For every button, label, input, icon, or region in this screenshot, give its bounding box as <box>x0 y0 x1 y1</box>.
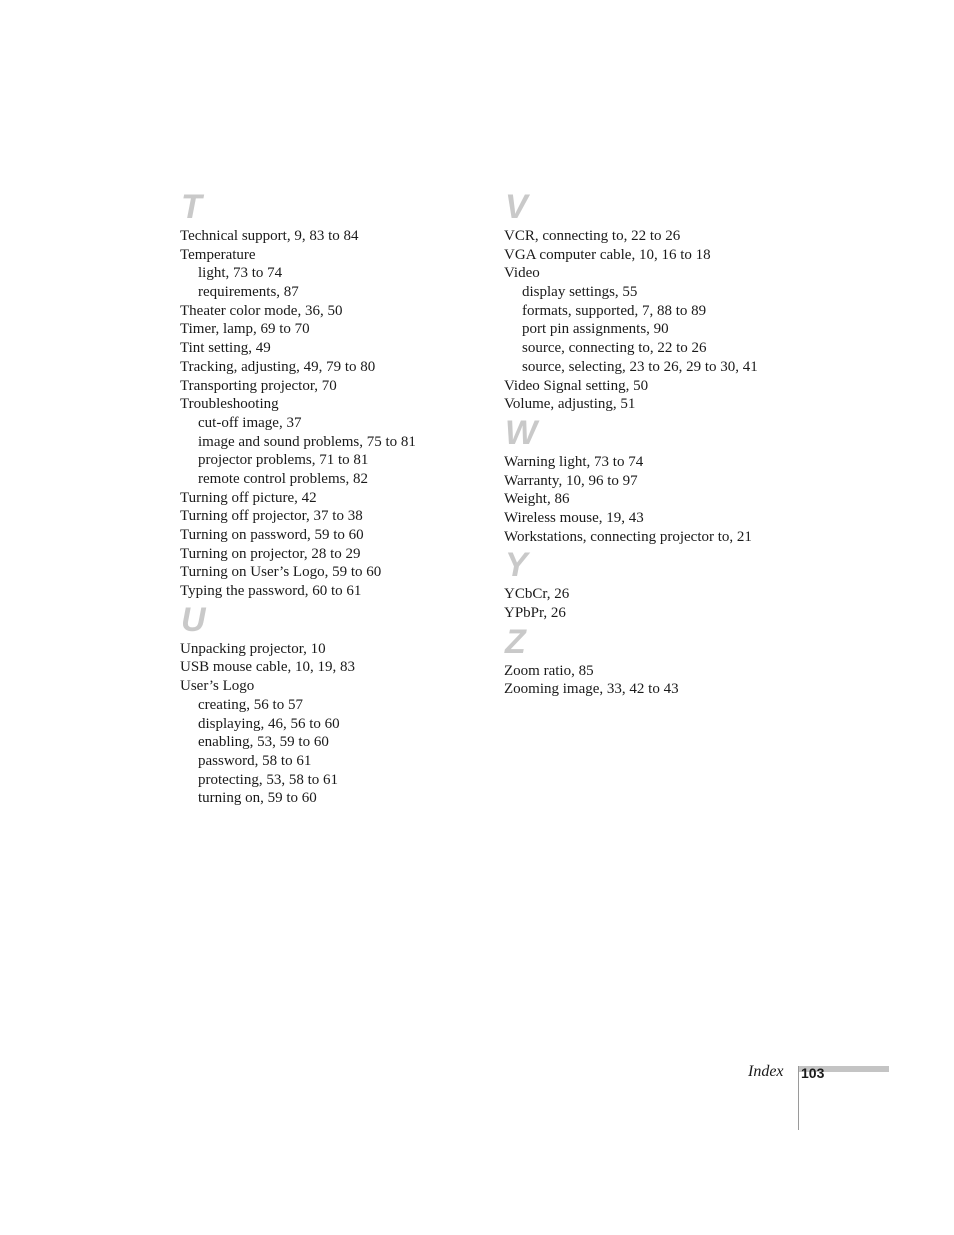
index-section-z <box>504 623 834 699</box>
index-section-w <box>504 414 834 546</box>
index-column-left <box>180 188 480 808</box>
section-letter: U <box>181 600 206 639</box>
index-subentry: projector problems, 71 to 81 <box>198 452 369 469</box>
index-subentry: light, 73 to 74 <box>198 265 283 282</box>
index-section-u <box>180 601 480 808</box>
footer-section-label: Index <box>748 1063 784 1080</box>
index-entry: VCR, connecting to, 22 to 26 <box>504 228 681 244</box>
index-entry: Unpacking projector, 10 <box>180 640 326 657</box>
index-entry: Turning off picture, 42 <box>180 489 317 506</box>
index-subentry: source, connecting to, 22 to 26 <box>522 340 707 357</box>
index-section-y <box>504 546 834 622</box>
index-entry: Temperature <box>180 246 256 263</box>
index-entry: Zoom ratio, 85 <box>504 662 594 679</box>
index-entry: Warranty, 10, 96 to 97 <box>504 472 638 489</box>
index-section-t <box>180 188 480 601</box>
index-entry: Video Signal setting, 50 <box>504 377 649 394</box>
footer-vertical-rule <box>798 1066 799 1130</box>
index-entry: Warning light, 73 to 74 <box>504 453 644 470</box>
index-entry: Workstations, connecting projector to, 21 <box>504 528 752 545</box>
index-entry: YCbCr, 26 <box>504 586 570 603</box>
index-entry: Troubleshooting <box>180 396 279 413</box>
index-entry: Zooming image, 33, 42 to 43 <box>504 681 679 698</box>
index-subentry: image and sound problems, 75 to 81 <box>198 433 416 450</box>
index-subentry: source, selecting, 23 to 26, 29 to 30, 41 <box>522 358 758 375</box>
index-subentry: formats, supported, 7, 88 to 89 <box>522 302 707 319</box>
index-entry: Turning off projector, 37 to 38 <box>180 508 363 525</box>
index-subentry: creating, 56 to 57 <box>198 696 303 713</box>
index-entry: VGA computer cable, 10, 16 to 18 <box>504 246 711 263</box>
index-entry: USB mouse cable, 10, 19, 83 <box>180 659 355 676</box>
section-letter: Y <box>505 546 528 585</box>
index-entry: Weight, 86 <box>504 491 570 508</box>
index-entry: Turning on password, 59 to 60 <box>180 527 364 543</box>
index-entry: Turning on User’s Logo, 59 to 60 <box>180 564 382 581</box>
index-column-right <box>504 188 834 699</box>
index-entry: Turning on projector, 28 to 29 <box>180 545 361 562</box>
section-letter: Z <box>505 622 526 661</box>
index-subentry: password, 58 to 61 <box>198 752 312 769</box>
index-subentry: protecting, 53, 58 to 61 <box>198 771 338 788</box>
index-entry: Tint setting, 49 <box>180 340 271 357</box>
index-entry: Technical support, 9, 83 to 84 <box>180 228 359 244</box>
index-subentry: remote control problems, 82 <box>198 470 368 487</box>
page-number: 103 <box>801 1065 825 1081</box>
index-entry: User’s Logo <box>180 678 255 695</box>
section-letter: W <box>505 413 538 452</box>
index-entry: Volume, adjusting, 51 <box>504 396 636 413</box>
index-entry: YPbPr, 26 <box>504 605 566 621</box>
index-section-v <box>504 188 834 414</box>
index-subentry: turning on, 59 to 60 <box>198 790 317 807</box>
index-subentry: requirements, 87 <box>198 284 299 301</box>
index-subentry: cut-off image, 37 <box>198 414 302 431</box>
section-letter: V <box>505 188 528 226</box>
index-entry: Wireless mouse, 19, 43 <box>504 509 644 526</box>
index-subentry: port pin assignments, 90 <box>522 321 669 338</box>
index-entry: Timer, lamp, 69 to 70 <box>180 321 310 338</box>
index-entry: Tracking, adjusting, 49, 79 to 80 <box>180 358 376 375</box>
section-letter: T <box>181 188 202 226</box>
index-subentry: display settings, 55 <box>522 284 638 301</box>
index-entry: Theater color mode, 36, 50 <box>180 302 343 319</box>
index-subentry: displaying, 46, 56 to 60 <box>198 715 340 732</box>
index-entry: Typing the password, 60 to 61 <box>180 583 362 600</box>
index-entry: Video <box>504 265 540 282</box>
index-subentry: enabling, 53, 59 to 60 <box>198 734 329 751</box>
index-entry: Transporting projector, 70 <box>180 377 337 394</box>
